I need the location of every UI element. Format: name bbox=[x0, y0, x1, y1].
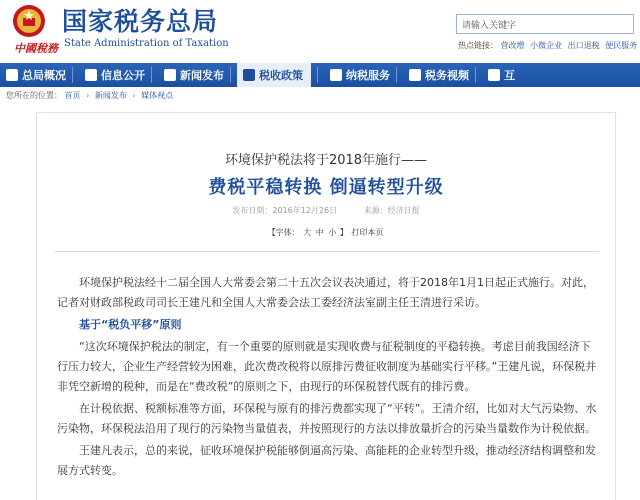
nav-item-label: 纳税服务 bbox=[346, 69, 390, 82]
quick-link[interactable]: 便民服务 bbox=[605, 41, 638, 50]
breadcrumb-news[interactable]: 新闻发布 bbox=[94, 91, 127, 100]
news-icon bbox=[164, 69, 176, 81]
nav-item-interact[interactable] bbox=[482, 63, 515, 87]
nav-item-label: 总局概况 bbox=[22, 69, 66, 82]
search-input[interactable]: 请输入关键字 bbox=[456, 14, 634, 34]
article-paragraph: 王建凡表示，总的来说，征收环境保护税能够倒逼高污染、高能耗的企业转型升级，推动经济结构调整和发展方式转变。 bbox=[57, 444, 596, 477]
site-subtitle: State Administration of Taxation bbox=[64, 38, 229, 49]
info-icon bbox=[85, 69, 97, 81]
article-source: 来源：经济日报 bbox=[363, 206, 420, 215]
breadcrumb-separator: › bbox=[86, 91, 90, 100]
site-header bbox=[0, 0, 640, 62]
quick-links bbox=[458, 40, 640, 51]
breadcrumb bbox=[6, 90, 173, 101]
site-title[interactable]: 国家税务总局 bbox=[62, 7, 219, 36]
font-large-button[interactable]: 大 bbox=[303, 228, 312, 237]
article-panel bbox=[36, 112, 616, 500]
article-paragraph: 在计税依据、税额标准等方面，环保税与原有的排污费都实现了“平转”。王清介绍，比如对大气污染物、水污染物，环保税法沿用了现行的污染物当量值表，并按照现行的方法以排放量折合的污染当量数作为计税依据。 bbox=[57, 402, 597, 435]
font-size-tools bbox=[37, 227, 615, 238]
breadcrumb-home[interactable]: 首页 bbox=[64, 91, 81, 100]
nav-item-label: 互 bbox=[504, 69, 515, 82]
main-nav bbox=[0, 63, 640, 87]
nav-item-video[interactable] bbox=[403, 63, 469, 87]
nav-divider bbox=[151, 67, 152, 83]
nav-item-news[interactable] bbox=[158, 63, 224, 87]
nav-item-service[interactable] bbox=[324, 63, 390, 87]
nav-item-label: 新闻发布 bbox=[180, 69, 224, 82]
policy-icon bbox=[243, 69, 255, 81]
article-body bbox=[57, 273, 599, 483]
article-subheading: 基于“税负平移”原则 bbox=[79, 318, 182, 331]
article-title: 费税平稳转换 倒逼转型升级 bbox=[208, 177, 444, 198]
nav-item-policy[interactable] bbox=[237, 63, 311, 87]
article-pre-title: 环境保护税法将于2018年施行—— bbox=[224, 153, 428, 168]
quick-link[interactable]: 营改增 bbox=[500, 41, 525, 50]
print-button[interactable]: 打印本页 bbox=[351, 228, 384, 237]
nav-divider bbox=[72, 67, 73, 83]
article-paragraph: 环境保护税法经十二届全国人大常委会第二十五次会议表决通过，将于2018年1月1日起正式施行。对此，记者对财政部税政司司长王建凡和全国人大常委会法工委经济法室副主任王清进行采访。 bbox=[57, 276, 594, 309]
breadcrumb-separator: › bbox=[132, 91, 136, 100]
font-size-label: 【字体： bbox=[267, 228, 300, 237]
building-icon bbox=[6, 69, 18, 81]
breadcrumb-media[interactable]: 媒体视点 bbox=[141, 91, 174, 100]
nav-item-info[interactable] bbox=[79, 63, 145, 87]
article-paragraph: “这次环境保护税法的制定，有一个重要的原则就是实现收费与征税制度的平稳转换。考虑目前我国经济下行压力较大，企业生产经营较为困难，此次费改税将以原排污费征收制度为基础实行平移。”王建凡说，环保税并非凭空新增的税种，而是在“费改税”的原则之下，由现行的环保税替代既有的排污费。 bbox=[57, 340, 597, 393]
nav-item-label: 信息公开 bbox=[101, 69, 145, 82]
nav-item-overview[interactable] bbox=[0, 63, 66, 87]
nav-item-label: 税收政策 bbox=[259, 69, 303, 82]
nav-item-label: 税务视频 bbox=[425, 69, 469, 82]
nav-divider bbox=[475, 67, 476, 83]
quick-links-label: 热点链接： bbox=[458, 41, 498, 50]
article-meta bbox=[37, 205, 615, 216]
nav-divider bbox=[396, 67, 397, 83]
breadcrumb-prefix: 您所在的位置： bbox=[6, 91, 62, 100]
quick-link[interactable]: 小微企业 bbox=[530, 41, 563, 50]
brand-signature: 中國稅務 bbox=[14, 42, 58, 55]
title-divider bbox=[55, 251, 599, 252]
quick-link[interactable]: 出口退税 bbox=[567, 41, 600, 50]
font-medium-button[interactable]: 中 bbox=[315, 228, 324, 237]
publish-date: 发布日期：2016年12月26日 bbox=[232, 206, 338, 215]
service-icon bbox=[330, 69, 342, 81]
font-size-close: 】 bbox=[339, 228, 348, 237]
interact-icon bbox=[488, 69, 500, 81]
video-icon bbox=[409, 69, 421, 81]
national-emblem-icon[interactable] bbox=[12, 4, 46, 38]
font-small-button[interactable]: 小 bbox=[328, 228, 337, 237]
nav-divider bbox=[317, 67, 318, 83]
nav-divider bbox=[230, 67, 231, 83]
